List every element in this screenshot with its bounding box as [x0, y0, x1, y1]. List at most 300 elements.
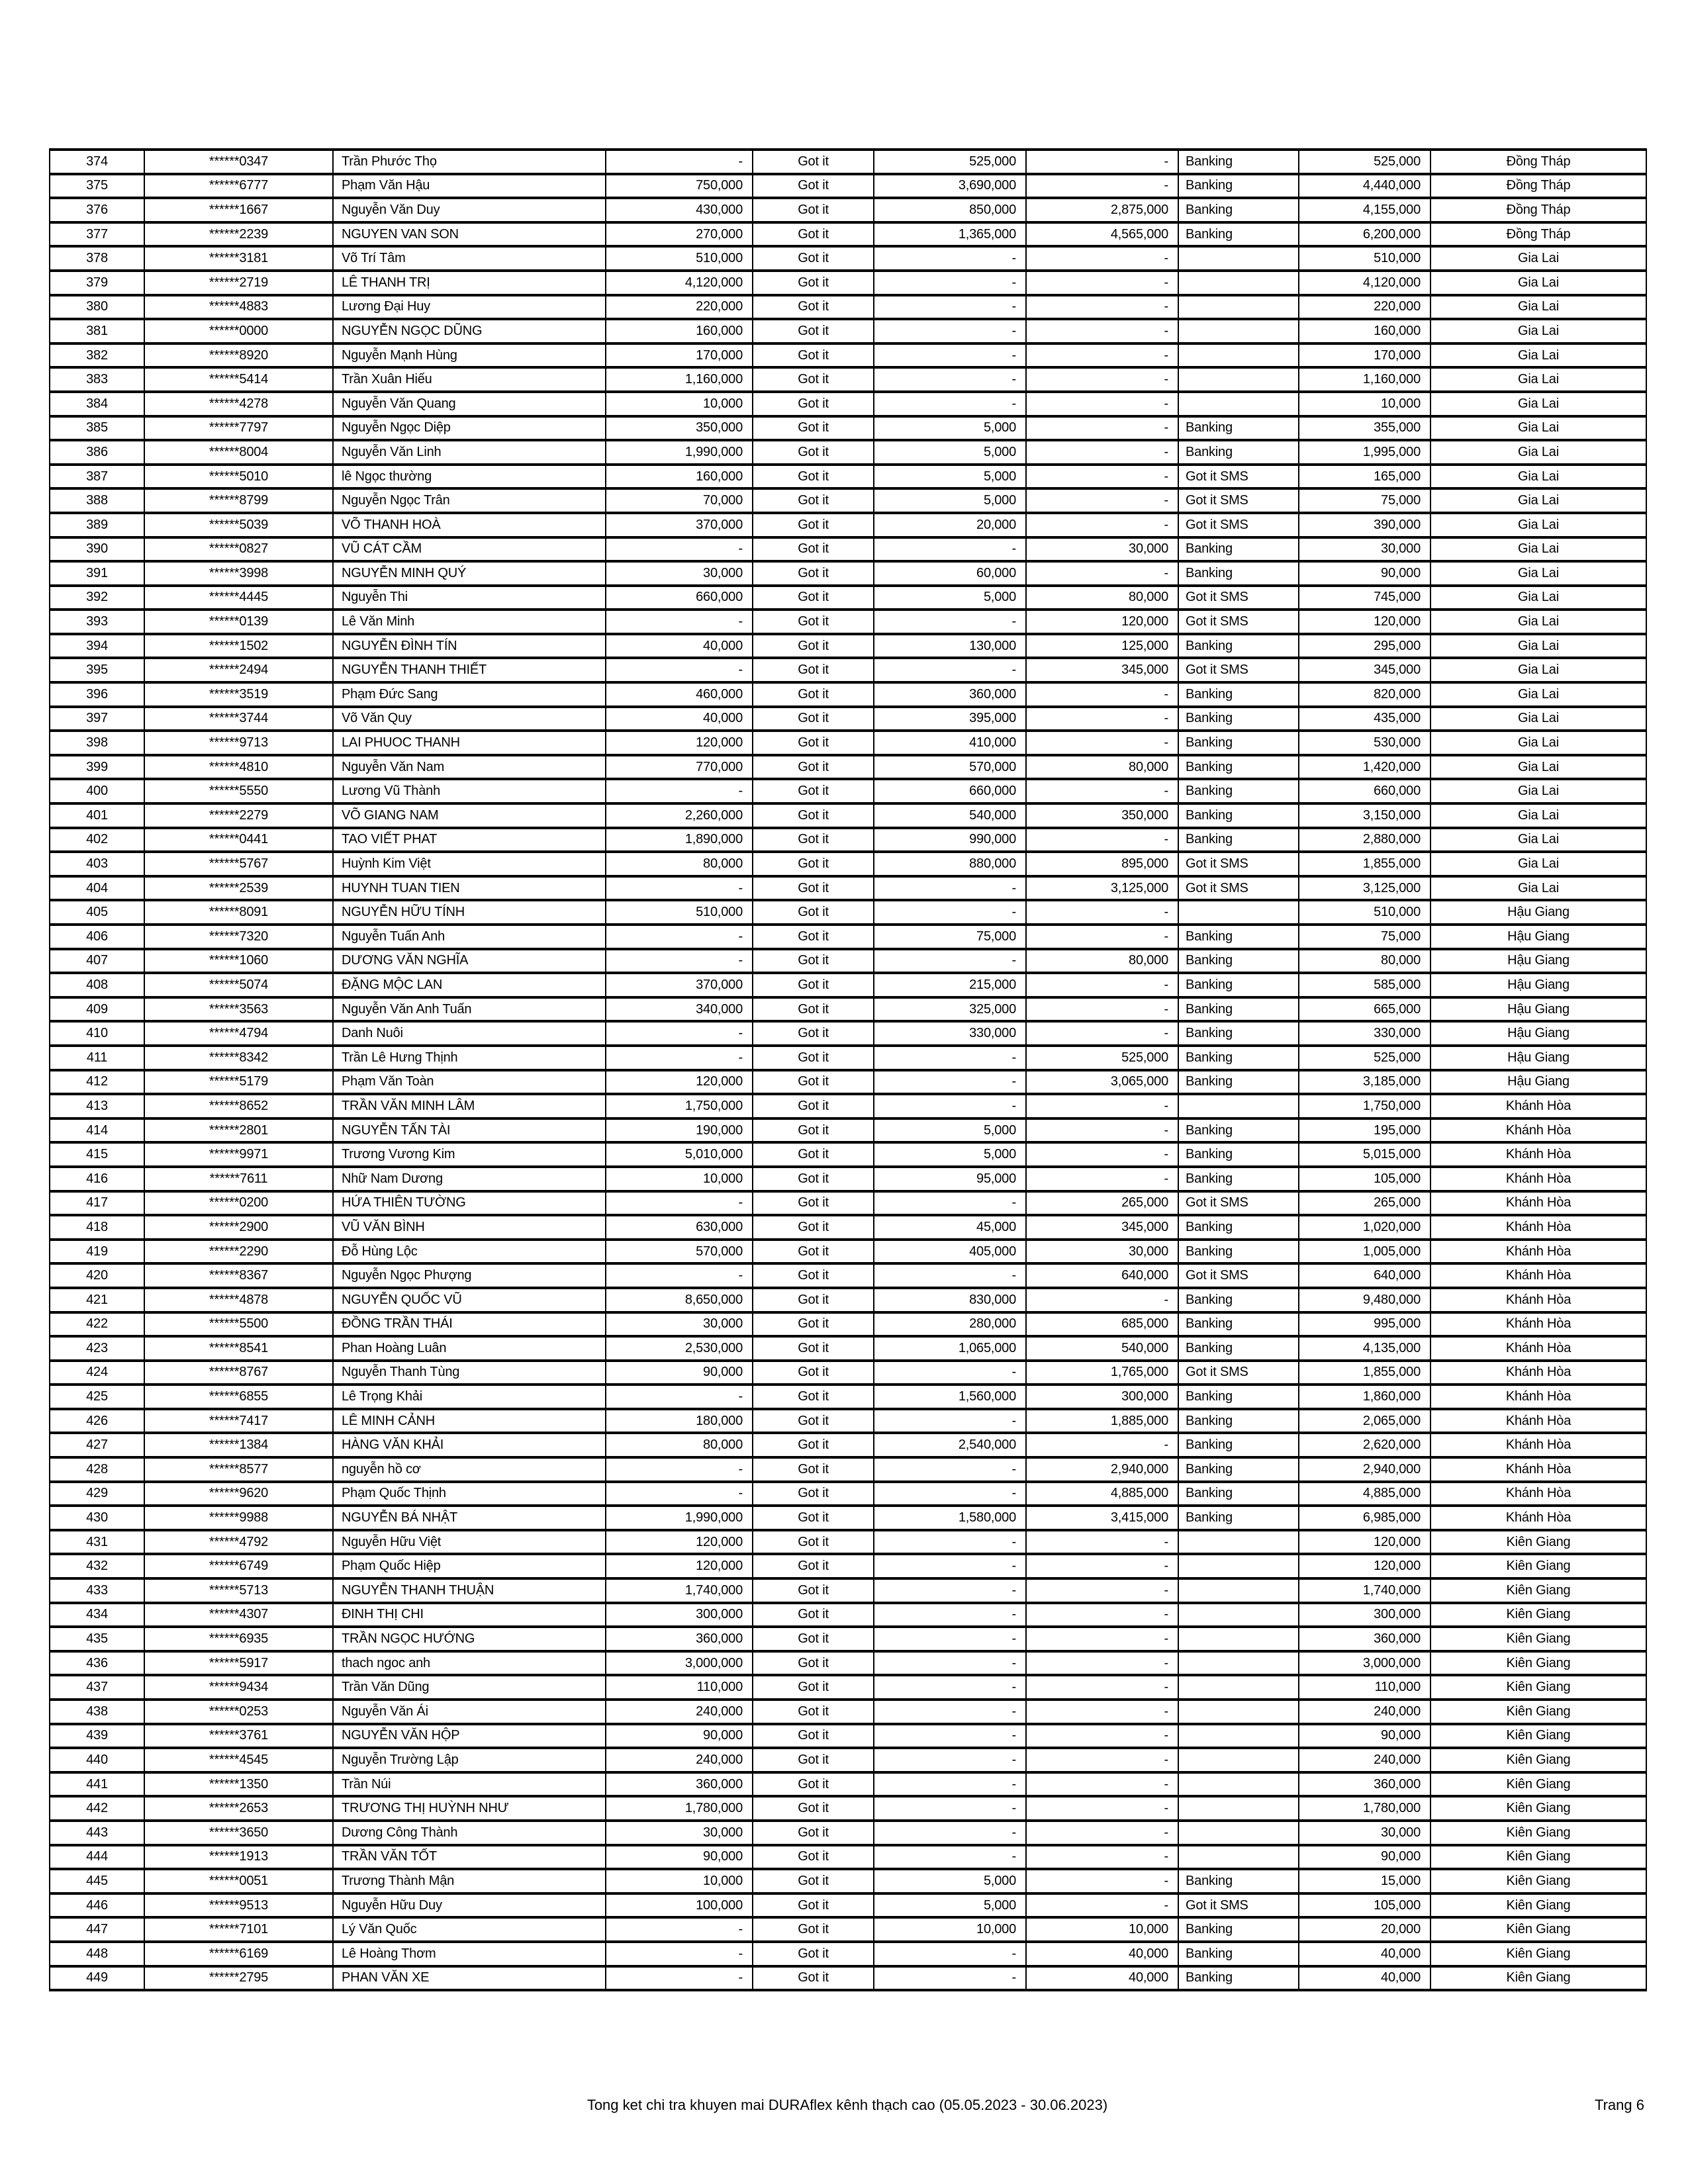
cell-customer-name: TRẦN VĂN MINH LÂM [333, 1094, 606, 1118]
cell-customer-name: Danh Nuôi [333, 1021, 606, 1046]
table-row [50, 900, 1646, 925]
cell-masked-phone: ******9513 [144, 1893, 333, 1918]
cell-payment-method: Banking [1178, 973, 1299, 997]
cell-masked-phone: ******2900 [144, 1215, 333, 1240]
cell-payment-method: Banking [1178, 1506, 1299, 1530]
payout-table-body [50, 150, 1646, 1990]
cell-total-amount: 90,000 [1299, 561, 1430, 586]
cell-customer-name: VŨ VĂN BÌNH [333, 1215, 606, 1240]
cell-amount-1: 90,000 [606, 1361, 753, 1385]
footer-page-number: Trang 6 [1594, 2097, 1644, 2113]
cell-amount-1: 300,000 [606, 1603, 753, 1627]
cell-masked-phone: ******8652 [144, 1094, 333, 1118]
cell-amount-3: - [1026, 295, 1178, 320]
cell-amount-2: 990,000 [874, 828, 1026, 852]
cell-total-amount: 435,000 [1299, 707, 1430, 731]
cell-amount-3: 540,000 [1026, 1336, 1178, 1361]
cell-amount-1: 1,890,000 [606, 828, 753, 852]
table-row [50, 1288, 1646, 1312]
cell-masked-phone: ******4794 [144, 1021, 333, 1046]
cell-amount-2: 1,365,000 [874, 222, 1026, 247]
cell-province: Khánh Hòa [1430, 1506, 1646, 1530]
cell-customer-name: Trương Vương Kim [333, 1142, 606, 1167]
cell-customer-name: HUYNH TUAN TIEN [333, 876, 606, 901]
cell-amount-1: 8,650,000 [606, 1288, 753, 1312]
cell-payment-method [1178, 1627, 1299, 1651]
cell-amount-3: 1,885,000 [1026, 1409, 1178, 1433]
table-row [50, 295, 1646, 320]
cell-masked-phone: ******4278 [144, 392, 333, 416]
cell-province: Khánh Hòa [1430, 1361, 1646, 1385]
cell-row-index: 444 [50, 1845, 144, 1870]
cell-amount-3: - [1026, 1167, 1178, 1191]
cell-row-index: 407 [50, 949, 144, 974]
cell-amount-2: - [874, 949, 1026, 974]
cell-status: Got it [753, 803, 874, 828]
table-row [50, 1748, 1646, 1772]
cell-amount-1: 340,000 [606, 997, 753, 1022]
cell-customer-name: Trần Văn Dũng [333, 1675, 606, 1700]
table-row [50, 707, 1646, 731]
cell-province: Khánh Hòa [1430, 1142, 1646, 1167]
cell-amount-3: 30,000 [1026, 537, 1178, 562]
cell-amount-1: 190,000 [606, 1118, 753, 1143]
cell-province: Kiên Giang [1430, 1772, 1646, 1797]
cell-payment-method: Got it SMS [1178, 465, 1299, 489]
cell-status: Got it [753, 925, 874, 949]
cell-amount-1: 660,000 [606, 586, 753, 610]
cell-customer-name: TAO VIẾT PHAT [333, 828, 606, 852]
cell-masked-phone: ******4878 [144, 1288, 333, 1312]
cell-payment-method: Banking [1178, 1142, 1299, 1167]
cell-masked-phone: ******8799 [144, 488, 333, 513]
cell-amount-3: - [1026, 731, 1178, 755]
cell-masked-phone: ******5039 [144, 513, 333, 537]
table-row [50, 1482, 1646, 1506]
cell-amount-2: - [874, 367, 1026, 392]
table-row [50, 1675, 1646, 1700]
cell-row-index: 405 [50, 900, 144, 925]
table-row [50, 271, 1646, 295]
cell-amount-3: - [1026, 925, 1178, 949]
cell-customer-name: NGUYỄN HỮU TÍNH [333, 900, 606, 925]
cell-amount-2: - [874, 271, 1026, 295]
cell-masked-phone: ******2801 [144, 1118, 333, 1143]
cell-customer-name: TRƯƠNG THỊ HUỲNH NHƯ [333, 1796, 606, 1821]
cell-customer-name: VÕ GIANG NAM [333, 803, 606, 828]
cell-amount-3: - [1026, 1288, 1178, 1312]
cell-payment-method: Banking [1178, 682, 1299, 707]
cell-customer-name: Lê Văn Minh [333, 610, 606, 634]
cell-customer-name: LÊ MINH CẢNH [333, 1409, 606, 1433]
cell-province: Khánh Hòa [1430, 1215, 1646, 1240]
cell-status: Got it [753, 1070, 874, 1095]
cell-amount-2: - [874, 1772, 1026, 1797]
cell-row-index: 379 [50, 271, 144, 295]
cell-masked-phone: ******8342 [144, 1046, 333, 1070]
table-row [50, 537, 1646, 562]
cell-payment-method [1178, 1578, 1299, 1603]
cell-total-amount: 120,000 [1299, 1554, 1430, 1578]
cell-amount-3: 2,940,000 [1026, 1457, 1178, 1482]
cell-status: Got it [753, 1724, 874, 1749]
cell-total-amount: 40,000 [1299, 1942, 1430, 1966]
cell-total-amount: 3,185,000 [1299, 1070, 1430, 1095]
cell-masked-phone: ******9971 [144, 1142, 333, 1167]
cell-customer-name: ĐINH THỊ CHI [333, 1603, 606, 1627]
cell-row-index: 419 [50, 1240, 144, 1264]
table-row [50, 610, 1646, 634]
cell-amount-3: - [1026, 1530, 1178, 1555]
cell-status: Got it [753, 1700, 874, 1724]
cell-amount-3: - [1026, 319, 1178, 343]
cell-total-amount: 105,000 [1299, 1167, 1430, 1191]
cell-status: Got it [753, 1796, 874, 1821]
cell-total-amount: 9,480,000 [1299, 1288, 1430, 1312]
cell-row-index: 384 [50, 392, 144, 416]
cell-payment-method [1178, 367, 1299, 392]
cell-province: Đồng Tháp [1430, 150, 1646, 174]
cell-payment-method: Banking [1178, 1433, 1299, 1457]
cell-customer-name: LÊ THANH TRỊ [333, 271, 606, 295]
cell-row-index: 442 [50, 1796, 144, 1821]
cell-customer-name: NGUYỄN MINH QUÝ [333, 561, 606, 586]
cell-amount-2: - [874, 1845, 1026, 1870]
cell-customer-name: Nguyễn Ngọc Phượng [333, 1263, 606, 1288]
table-row [50, 1796, 1646, 1821]
cell-payment-method: Banking [1178, 1215, 1299, 1240]
cell-amount-2: 10,000 [874, 1917, 1026, 1942]
cell-masked-phone: ******1060 [144, 949, 333, 974]
cell-amount-1: 770,000 [606, 755, 753, 780]
cell-row-index: 421 [50, 1288, 144, 1312]
cell-amount-2: 95,000 [874, 1167, 1026, 1191]
cell-total-amount: 665,000 [1299, 997, 1430, 1022]
cell-payment-method [1178, 1603, 1299, 1627]
cell-row-index: 429 [50, 1482, 144, 1506]
cell-amount-2: 130,000 [874, 634, 1026, 659]
cell-customer-name: TRẦN VĂN TỐT [333, 1845, 606, 1870]
cell-customer-name: Phạm Văn Toàn [333, 1070, 606, 1095]
cell-total-amount: 1,740,000 [1299, 1578, 1430, 1603]
cell-customer-name: Nhữ Nam Dương [333, 1167, 606, 1191]
cell-payment-method: Banking [1178, 949, 1299, 974]
table-row [50, 997, 1646, 1022]
cell-amount-1: - [606, 1046, 753, 1070]
cell-amount-2: 850,000 [874, 198, 1026, 222]
table-row [50, 1578, 1646, 1603]
cell-amount-3: - [1026, 343, 1178, 368]
table-row [50, 1409, 1646, 1433]
table-row [50, 1772, 1646, 1797]
cell-amount-2: 1,560,000 [874, 1385, 1026, 1409]
cell-amount-2: 360,000 [874, 682, 1026, 707]
cell-amount-2: - [874, 1070, 1026, 1095]
cell-amount-3: - [1026, 1796, 1178, 1821]
cell-amount-1: 120,000 [606, 731, 753, 755]
cell-amount-3: - [1026, 1554, 1178, 1578]
cell-payment-method [1178, 1675, 1299, 1700]
table-row [50, 246, 1646, 271]
cell-amount-2: 410,000 [874, 731, 1026, 755]
cell-status: Got it [753, 876, 874, 901]
cell-row-index: 449 [50, 1966, 144, 1991]
cell-masked-phone: ******1502 [144, 634, 333, 659]
cell-total-amount: 1,995,000 [1299, 440, 1430, 465]
cell-amount-1: 120,000 [606, 1554, 753, 1578]
cell-amount-3: 685,000 [1026, 1312, 1178, 1337]
cell-amount-1: - [606, 949, 753, 974]
cell-amount-1: 30,000 [606, 1821, 753, 1845]
cell-amount-3: - [1026, 1603, 1178, 1627]
cell-amount-1: - [606, 876, 753, 901]
cell-amount-2: - [874, 1700, 1026, 1724]
cell-amount-2: 45,000 [874, 1215, 1026, 1240]
cell-payment-method: Banking [1178, 1385, 1299, 1409]
cell-province: Hậu Giang [1430, 1021, 1646, 1046]
cell-amount-3: 40,000 [1026, 1942, 1178, 1966]
cell-payment-method: Banking [1178, 1336, 1299, 1361]
cell-status: Got it [753, 392, 874, 416]
table-row [50, 949, 1646, 974]
cell-payment-method: Banking [1178, 1046, 1299, 1070]
cell-amount-2: - [874, 1627, 1026, 1651]
cell-amount-3: 125,000 [1026, 634, 1178, 659]
cell-customer-name: NGUYỄN NGỌC DŨNG [333, 319, 606, 343]
cell-amount-1: 180,000 [606, 1409, 753, 1433]
cell-masked-phone: ******6855 [144, 1385, 333, 1409]
cell-status: Got it [753, 537, 874, 562]
cell-amount-1: 1,990,000 [606, 440, 753, 465]
cell-payment-method [1178, 343, 1299, 368]
cell-payment-method: Banking [1178, 779, 1299, 803]
cell-total-amount: 3,125,000 [1299, 876, 1430, 901]
cell-row-index: 428 [50, 1457, 144, 1482]
table-row [50, 1336, 1646, 1361]
cell-row-index: 391 [50, 561, 144, 586]
cell-total-amount: 105,000 [1299, 1893, 1430, 1918]
cell-province: Gia Lai [1430, 319, 1646, 343]
cell-row-index: 417 [50, 1191, 144, 1216]
cell-amount-2: 75,000 [874, 925, 1026, 949]
cell-payment-method: Banking [1178, 997, 1299, 1022]
cell-row-index: 424 [50, 1361, 144, 1385]
cell-customer-name: Nguyễn Văn Quang [333, 392, 606, 416]
table-row [50, 488, 1646, 513]
cell-customer-name: nguyễn hồ cơ [333, 1457, 606, 1482]
cell-province: Hậu Giang [1430, 925, 1646, 949]
cell-customer-name: Trần Phước Thọ [333, 150, 606, 174]
cell-province: Gia Lai [1430, 246, 1646, 271]
cell-row-index: 408 [50, 973, 144, 997]
cell-status: Got it [753, 1094, 874, 1118]
cell-masked-phone: ******5713 [144, 1578, 333, 1603]
table-row [50, 367, 1646, 392]
cell-row-index: 447 [50, 1917, 144, 1942]
cell-payment-method: Banking [1178, 174, 1299, 199]
cell-amount-2: 5,000 [874, 1142, 1026, 1167]
cell-masked-phone: ******0253 [144, 1700, 333, 1724]
cell-status: Got it [753, 852, 874, 876]
cell-amount-2: - [874, 1263, 1026, 1288]
cell-amount-2: - [874, 392, 1026, 416]
cell-customer-name: Trương Thành Mận [333, 1869, 606, 1893]
footer-summary-text: Tong ket chi tra khuyen mai DURAflex kênh thạch cao (05.05.2023 - 30.06.2023) [586, 2097, 1108, 2113]
cell-amount-3: 3,125,000 [1026, 876, 1178, 901]
cell-masked-phone: ******2239 [144, 222, 333, 247]
cell-province: Khánh Hòa [1430, 1457, 1646, 1482]
cell-masked-phone: ******3761 [144, 1724, 333, 1749]
cell-row-index: 377 [50, 222, 144, 247]
table-row [50, 1845, 1646, 1870]
cell-total-amount: 640,000 [1299, 1263, 1430, 1288]
cell-status: Got it [753, 610, 874, 634]
cell-amount-1: 40,000 [606, 707, 753, 731]
cell-masked-phone: ******7611 [144, 1167, 333, 1191]
cell-payment-method: Banking [1178, 1167, 1299, 1191]
table-row [50, 1821, 1646, 1845]
cell-payment-method: Banking [1178, 1240, 1299, 1264]
cell-status: Got it [753, 1821, 874, 1845]
cell-amount-3: - [1026, 1845, 1178, 1870]
cell-total-amount: 4,135,000 [1299, 1336, 1430, 1361]
cell-province: Khánh Hòa [1430, 1482, 1646, 1506]
cell-status: Got it [753, 682, 874, 707]
cell-customer-name: Lê Trọng Khải [333, 1385, 606, 1409]
cell-amount-2: - [874, 1675, 1026, 1700]
cell-row-index: 445 [50, 1869, 144, 1893]
cell-total-amount: 3,150,000 [1299, 803, 1430, 828]
cell-amount-1: 360,000 [606, 1627, 753, 1651]
cell-amount-2: 880,000 [874, 852, 1026, 876]
cell-payment-method: Banking [1178, 1021, 1299, 1046]
cell-total-amount: 300,000 [1299, 1603, 1430, 1627]
cell-row-index: 382 [50, 343, 144, 368]
cell-total-amount: 240,000 [1299, 1700, 1430, 1724]
cell-payment-method: Banking [1178, 198, 1299, 222]
cell-total-amount: 195,000 [1299, 1118, 1430, 1143]
cell-masked-phone: ******5179 [144, 1070, 333, 1095]
cell-amount-2: - [874, 1530, 1026, 1555]
cell-total-amount: 4,885,000 [1299, 1482, 1430, 1506]
cell-customer-name: Dương Công Thành [333, 1821, 606, 1845]
cell-amount-3: - [1026, 1578, 1178, 1603]
cell-customer-name: Nguyễn Văn Duy [333, 198, 606, 222]
cell-payment-method: Got it SMS [1178, 1263, 1299, 1288]
cell-row-index: 414 [50, 1118, 144, 1143]
cell-amount-1: 570,000 [606, 1240, 753, 1264]
cell-province: Gia Lai [1430, 634, 1646, 659]
cell-payment-method [1178, 1845, 1299, 1870]
cell-payment-method [1178, 1821, 1299, 1845]
cell-customer-name: ĐẶNG MỘC LAN [333, 973, 606, 997]
cell-customer-name: NGUYỄN THANH THUẬN [333, 1578, 606, 1603]
cell-amount-3: - [1026, 1869, 1178, 1893]
cell-province: Kiên Giang [1430, 1821, 1646, 1845]
cell-amount-1: 3,000,000 [606, 1651, 753, 1676]
cell-total-amount: 240,000 [1299, 1748, 1430, 1772]
cell-status: Got it [753, 295, 874, 320]
table-row [50, 1191, 1646, 1216]
cell-customer-name: Nguyễn Mạnh Hùng [333, 343, 606, 368]
cell-amount-3: - [1026, 900, 1178, 925]
cell-province: Khánh Hòa [1430, 1312, 1646, 1337]
cell-row-index: 400 [50, 779, 144, 803]
cell-payment-method: Banking [1178, 1966, 1299, 1991]
cell-total-amount: 160,000 [1299, 319, 1430, 343]
cell-masked-phone: ******3181 [144, 246, 333, 271]
cell-status: Got it [753, 440, 874, 465]
cell-province: Gia Lai [1430, 876, 1646, 901]
cell-customer-name: Phan Hoàng Luân [333, 1336, 606, 1361]
cell-total-amount: 345,000 [1299, 658, 1430, 682]
table-row [50, 634, 1646, 659]
cell-amount-3: - [1026, 367, 1178, 392]
cell-amount-1: 2,260,000 [606, 803, 753, 828]
cell-amount-1: - [606, 1482, 753, 1506]
cell-amount-3: - [1026, 973, 1178, 997]
cell-amount-3: - [1026, 416, 1178, 441]
cell-row-index: 431 [50, 1530, 144, 1555]
cell-amount-2: - [874, 1796, 1026, 1821]
cell-customer-name: Nguyễn Hữu Duy [333, 1893, 606, 1918]
cell-customer-name: Lê Hoàng Thơm [333, 1942, 606, 1966]
cell-payment-method: Got it SMS [1178, 488, 1299, 513]
cell-amount-1: 1,780,000 [606, 1796, 753, 1821]
cell-province: Hậu Giang [1430, 1046, 1646, 1070]
cell-amount-3: 120,000 [1026, 610, 1178, 634]
cell-customer-name: ĐỒNG TRẦN THÁI [333, 1312, 606, 1337]
cell-amount-1: 160,000 [606, 319, 753, 343]
cell-payment-method: Banking [1178, 707, 1299, 731]
cell-customer-name: Phạm Quốc Thịnh [333, 1482, 606, 1506]
cell-province: Kiên Giang [1430, 1796, 1646, 1821]
cell-status: Got it [753, 1651, 874, 1676]
cell-amount-2: 3,690,000 [874, 174, 1026, 199]
cell-payment-method: Banking [1178, 1869, 1299, 1893]
cell-total-amount: 40,000 [1299, 1966, 1430, 1991]
cell-row-index: 399 [50, 755, 144, 780]
table-row [50, 852, 1646, 876]
table-row [50, 1917, 1646, 1942]
cell-amount-1: 360,000 [606, 1772, 753, 1797]
cell-amount-1: 220,000 [606, 295, 753, 320]
cell-row-index: 381 [50, 319, 144, 343]
cell-amount-3: - [1026, 440, 1178, 465]
cell-amount-3: 350,000 [1026, 803, 1178, 828]
cell-total-amount: 510,000 [1299, 246, 1430, 271]
table-row [50, 1361, 1646, 1385]
cell-amount-3: 345,000 [1026, 658, 1178, 682]
page-footer [49, 2097, 1646, 2119]
cell-province: Gia Lai [1430, 561, 1646, 586]
cell-amount-1: - [606, 1191, 753, 1216]
cell-province: Khánh Hòa [1430, 1118, 1646, 1143]
cell-status: Got it [753, 1361, 874, 1385]
cell-amount-1: 160,000 [606, 465, 753, 489]
cell-province: Kiên Giang [1430, 1869, 1646, 1893]
cell-amount-1: 370,000 [606, 513, 753, 537]
cell-province: Kiên Giang [1430, 1845, 1646, 1870]
cell-status: Got it [753, 367, 874, 392]
cell-amount-1: - [606, 1021, 753, 1046]
cell-masked-phone: ******0441 [144, 828, 333, 852]
cell-status: Got it [753, 1046, 874, 1070]
cell-row-index: 439 [50, 1724, 144, 1749]
cell-amount-1: - [606, 779, 753, 803]
cell-payment-method: Got it SMS [1178, 610, 1299, 634]
cell-payment-method [1178, 1554, 1299, 1578]
